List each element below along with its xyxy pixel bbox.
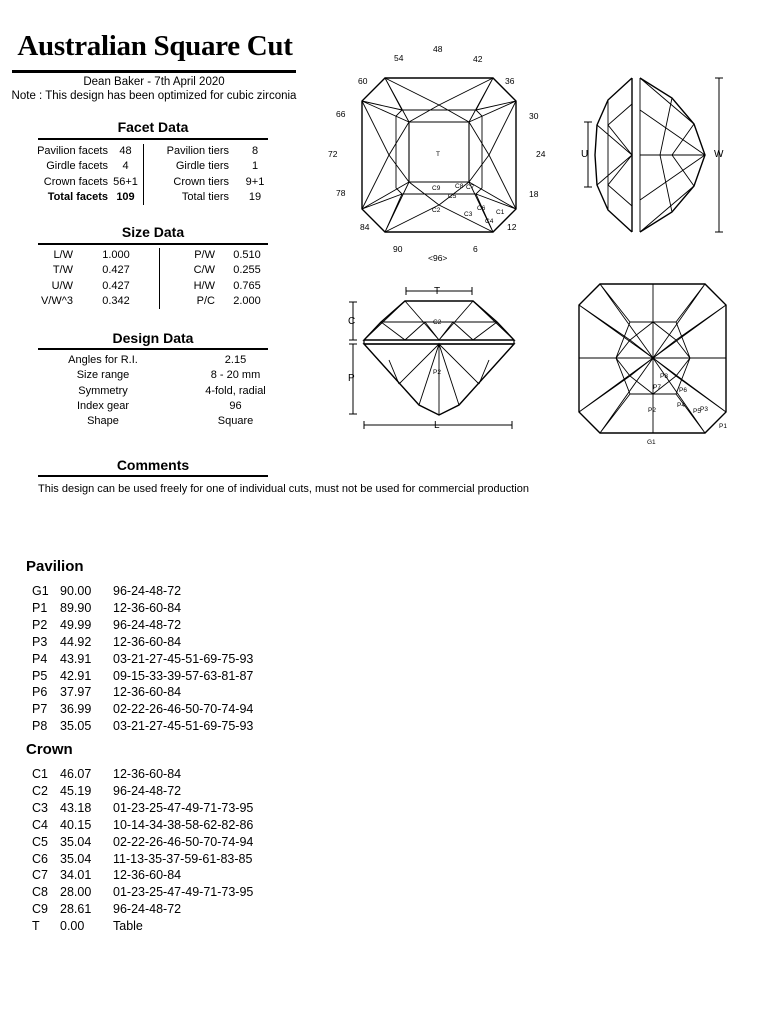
facet-name: C6 [32, 851, 48, 866]
design-label: Shape [87, 415, 119, 428]
facet-label: T [436, 151, 440, 158]
ratio-value: 1.000 [102, 249, 130, 261]
facet-label: P6 [679, 387, 687, 394]
facet-index: 96-24-48-72 [113, 584, 182, 598]
index-label: 78 [336, 188, 346, 198]
l-label: L [434, 420, 440, 431]
design-label: Size range [76, 369, 130, 382]
table-row [32, 834, 253, 851]
facet-angle: 28.61 [60, 902, 92, 917]
index-center-label: <96> [428, 253, 448, 263]
index-label: 30 [529, 111, 539, 121]
index-label: 90 [393, 244, 403, 254]
facet-label: P5 [693, 408, 701, 415]
design-value: 8 - 20 mm [210, 369, 261, 382]
facet-name: C8 [32, 885, 48, 900]
index-label: 24 [536, 149, 546, 159]
facet-name: G1 [32, 584, 49, 598]
facet-index: 12-36-60-84 [113, 685, 182, 700]
index-label: 84 [360, 222, 370, 232]
table-row [32, 901, 253, 918]
facet-name: T [32, 919, 40, 934]
table-row [32, 884, 253, 901]
facet-name: C2 [32, 783, 48, 798]
facet-value: 109 [116, 190, 135, 203]
table-row [32, 918, 253, 935]
facet-index: Table [113, 919, 143, 934]
side-view [584, 78, 723, 232]
t-label: T [434, 286, 441, 297]
table-row [32, 583, 253, 600]
facet-label: P8 [660, 373, 668, 380]
facet-angle: 34.01 [60, 868, 92, 883]
index-label: 18 [529, 189, 539, 199]
index-label: 36 [505, 76, 515, 86]
facet-name: P5 [32, 668, 48, 683]
page-title: Australian Square Cut [17, 30, 293, 62]
facet-angle: 28.00 [60, 885, 92, 900]
gem-diagrams [0, 0, 768, 460]
facet-label: G1 [647, 439, 656, 446]
facet-name: P3 [32, 634, 48, 649]
profile-view [349, 287, 514, 429]
index-label: 48 [433, 44, 443, 54]
facet-index: 03-21-27-45-51-69-75-93 [113, 719, 254, 734]
facet-angle: 40.15 [60, 817, 92, 832]
facet-index: 12-36-60-84 [113, 868, 182, 883]
facet-label: P2 [433, 369, 441, 376]
ratio-label: P/C [160, 294, 216, 309]
crown-heading: Crown [26, 741, 73, 758]
table-row [32, 867, 253, 884]
facet-label: Girdle facets [46, 160, 108, 173]
facet-label: C4 [485, 218, 494, 225]
ratio-value: 0.427 [102, 279, 130, 292]
facet-angle: 42.91 [60, 668, 92, 683]
table-row [32, 851, 253, 868]
tier-value: 1 [251, 160, 259, 173]
facet-angle: 43.18 [60, 800, 92, 815]
facet-value: 4 [122, 160, 129, 173]
pavilion-table [32, 583, 253, 735]
facet-label: C9 [432, 185, 441, 192]
facet-index: 12-36-60-84 [113, 767, 182, 781]
facet-angle: 90.00 [60, 584, 92, 598]
facet-index: 10-14-34-38-58-62-82-86 [113, 817, 254, 832]
facet-index: 11-13-35-37-59-61-83-85 [113, 851, 253, 866]
facet-label: P1 [719, 423, 727, 430]
facet-label: C5 [448, 193, 457, 200]
ratio-label: P/W [160, 248, 216, 263]
index-label: 72 [328, 149, 338, 159]
facet-angle: 37.97 [60, 685, 92, 700]
design-label: Angles for R.I. [68, 354, 138, 366]
comments-rule [38, 475, 268, 477]
comments-heading: Comments [116, 457, 190, 473]
table-row [32, 766, 253, 783]
facet-index: 09-15-33-39-57-63-81-87 [113, 668, 254, 683]
facet-label: Total facets [47, 190, 108, 203]
facet-angle: 35.04 [60, 851, 92, 866]
ratio-value: 0.342 [102, 294, 130, 307]
facet-angle: 46.07 [60, 767, 92, 781]
table-row [32, 701, 253, 718]
design-value: 4-fold, radial [205, 384, 266, 397]
ratio-value: 0.765 [233, 279, 261, 292]
ratio-value: 0.510 [233, 249, 261, 261]
ratio-label: C/W [160, 263, 216, 278]
author-line: Dean Baker - 7th April 2020 [83, 76, 225, 88]
table-row [32, 600, 253, 617]
facet-name: C3 [32, 800, 48, 815]
table-row [32, 634, 253, 651]
facet-label: C3 [464, 211, 473, 218]
ratio-label: U/W [51, 279, 73, 292]
facet-name: P2 [32, 617, 48, 632]
facet-label: C8 [455, 183, 464, 190]
facet-name: C7 [32, 868, 48, 883]
tier-value: 8 [251, 145, 259, 157]
facet-index: 02-22-26-46-50-70-74-94 [113, 834, 254, 849]
design-value: Square [217, 415, 254, 428]
facet-angle: 35.05 [60, 719, 92, 734]
facet-label: Pavilion facets [37, 145, 108, 157]
index-label: 12 [507, 222, 517, 232]
facet-index: 03-21-27-45-51-69-75-93 [113, 651, 254, 666]
size-data-heading: Size Data [121, 224, 185, 240]
facet-angle: 89.90 [60, 600, 92, 615]
facet-label: Crown facets [43, 175, 108, 188]
design-label: Index gear [77, 399, 129, 412]
table-row [32, 684, 253, 701]
facet-label: P2 [648, 407, 656, 414]
ratio-label: H/W [160, 279, 216, 294]
ratio-label: L/W [53, 249, 73, 261]
facet-index: 96-24-48-72 [113, 617, 182, 632]
ratio-label: V/W^3 [40, 294, 73, 307]
facet-label: P7 [653, 384, 661, 391]
facet-angle: 0.00 [60, 919, 85, 934]
tier-value: 19 [248, 190, 262, 203]
design-value: 2.15 [224, 354, 247, 366]
tier-label: Total tiers [144, 190, 230, 205]
facet-index: 02-22-26-46-50-70-74-94 [113, 702, 254, 717]
comments-text: This design can be used freely for one of individual cuts, must not be used for commercial production [38, 483, 529, 495]
facet-label: C2 [432, 207, 441, 214]
index-label: 6 [473, 244, 478, 254]
index-label: 66 [336, 109, 346, 119]
facet-name: P6 [32, 685, 48, 700]
facet-angle: 36.99 [60, 702, 92, 717]
facet-name: P8 [32, 719, 48, 734]
facet-name: P7 [32, 702, 48, 717]
facet-angle: 44.92 [60, 634, 92, 649]
design-label: Symmetry [78, 384, 128, 397]
facet-index: 12-36-60-84 [113, 600, 182, 615]
facet-index: 01-23-25-47-49-71-73-95 [113, 800, 254, 815]
design-note: Note : This design has been optimized for cubic zirconia [11, 90, 297, 102]
table-row [32, 651, 253, 668]
facet-label: P4 [677, 402, 685, 409]
w-label: W [714, 149, 724, 160]
ratio-value: 0.427 [102, 264, 130, 277]
facet-angle: 49.99 [60, 617, 92, 632]
index-label: 54 [394, 53, 404, 63]
facet-name: P1 [32, 600, 48, 615]
facet-name: P4 [32, 651, 48, 666]
p-label: P [348, 373, 355, 384]
tier-label: Girdle tiers [144, 159, 230, 174]
table-row [32, 817, 253, 834]
facet-label: C2 [433, 319, 442, 326]
crown-facet-labels [432, 151, 505, 225]
ratio-value: 0.255 [233, 264, 261, 277]
facet-label: P3 [700, 406, 708, 413]
table-row [32, 718, 253, 735]
tier-value: 9+1 [245, 175, 265, 188]
design-data-heading: Design Data [112, 330, 194, 346]
facet-angle: 45.19 [60, 783, 92, 798]
facet-index: 96-24-48-72 [113, 783, 182, 798]
ratio-label: T/W [52, 264, 73, 277]
table-row [32, 617, 253, 634]
facet-index: 96-24-48-72 [113, 902, 182, 917]
u-label: U [581, 149, 589, 160]
facet-name: C9 [32, 902, 48, 917]
table-row [32, 783, 253, 800]
facet-label: C1 [496, 209, 505, 216]
facet-value: 48 [119, 145, 132, 157]
c-label: C [348, 316, 356, 327]
pavilion-heading: Pavilion [26, 558, 84, 575]
design-value: 96 [229, 399, 242, 412]
tier-label: Crown tiers [144, 175, 230, 190]
facet-name: C5 [32, 834, 48, 849]
crown-table [32, 766, 253, 935]
facet-index: 12-36-60-84 [113, 634, 182, 649]
facet-angle: 43.91 [60, 651, 92, 666]
tier-label: Pavilion tiers [144, 144, 230, 159]
facet-angle: 35.04 [60, 834, 92, 849]
facet-name: C4 [32, 817, 48, 832]
table-row [32, 668, 253, 685]
ratio-value: 2.000 [233, 294, 261, 307]
table-row [32, 800, 253, 817]
facet-label: C6 [477, 205, 486, 212]
facet-value: 56+1 [113, 175, 138, 188]
index-label: 42 [473, 54, 483, 64]
facet-index: 01-23-25-47-49-71-73-95 [113, 885, 254, 900]
facet-name: C1 [32, 767, 48, 781]
index-label: 60 [358, 76, 368, 86]
facet-data-heading: Facet Data [117, 119, 189, 135]
facet-label: C7 [466, 184, 475, 191]
